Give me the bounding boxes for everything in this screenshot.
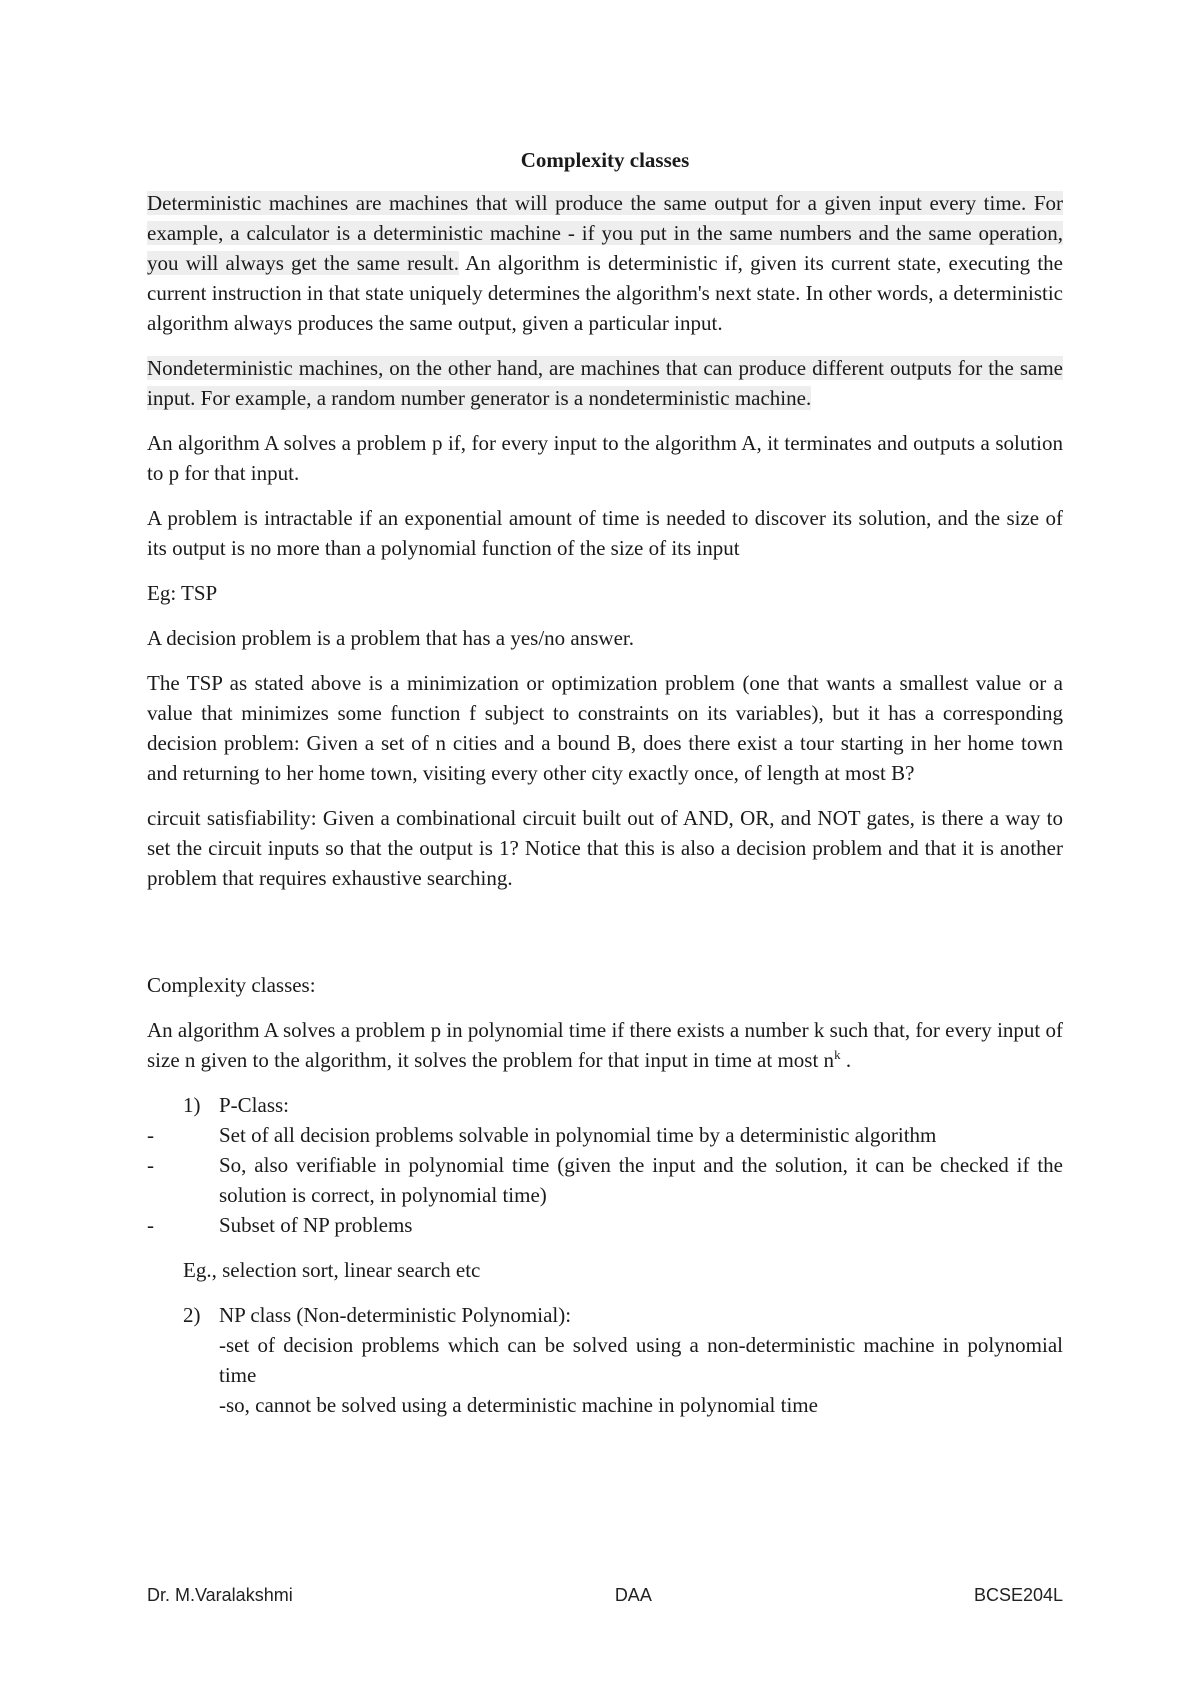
paragraph-deterministic <box>147 188 1063 338</box>
p-class-bullet: So, also verifiable in polynomial time (given the input and the solution, it can be checked if the solution is correct, in polynomial time) <box>219 1153 1063 1207</box>
list-item <box>147 1120 1063 1150</box>
np-class-line: -so, cannot be solved using a deterministic machine in polynomial time <box>219 1393 818 1417</box>
paragraph-eg-tsp: Eg: TSP <box>147 581 218 605</box>
section-gap <box>147 908 1063 970</box>
dash-bullet: - <box>147 1213 154 1237</box>
polynomial-text: An algorithm A solves a problem p in polynomial time if there exists a number k such that, for every input of size n given to the algorithm, it solves the problem for that input in time at most n <box>147 1018 1063 1072</box>
document-page <box>147 140 1063 1435</box>
p-class-bullet: Subset of NP problems <box>219 1213 413 1237</box>
np-class-list <box>147 1300 1063 1420</box>
dash-bullet: - <box>147 1153 154 1177</box>
footer-course: DAA <box>614 1585 652 1605</box>
paragraph-circuit: circuit satisfiability: Given a combinational circuit built out of AND, OR, and NOT gates, is there a way to set the circuit inputs so that the output is 1? Notice that this is also a decision problem and that it is another problem that requires exhaustive searching. <box>147 806 1063 890</box>
paragraph-decision: A decision problem is a problem that has a yes/no answer. <box>147 626 634 650</box>
paragraph-polynomial <box>147 1015 1063 1075</box>
page-footer <box>147 1585 1063 1606</box>
np-class-heading: NP class (Non-deterministic Polynomial): <box>219 1303 572 1327</box>
p-class-example: Eg., selection sort, linear search etc <box>183 1258 481 1282</box>
exponent-k: k <box>834 1047 841 1062</box>
np-class-line: -set of decision problems which can be solved using a non-deterministic machine in polynomial time <box>219 1333 1063 1387</box>
paragraph-intractable: A problem is intractable if an exponential amount of time is needed to discover its solution, and the size of its output is no more than a polynomial function of the size of its input <box>147 506 1063 560</box>
list-item <box>147 1150 1063 1210</box>
p-class-heading-item <box>147 1090 1063 1120</box>
complexity-heading: Complexity classes: <box>147 973 316 997</box>
highlight-deterministic: Deterministic machines are machines that will produce the same output for a given input every time. For example, a calculator is a deterministic machine - if you put in the same numbers and the same operation, you will always get the same result. <box>147 191 1063 275</box>
footer-code: BCSE204L <box>973 1585 1063 1605</box>
document-title: Complexity classes <box>520 148 690 172</box>
p-class-bullet: Set of all decision problems solvable in polynomial time by a deterministic algorithm <box>219 1123 937 1147</box>
paragraph-solves: An algorithm A solves a problem p if, for every input to the algorithm A, it terminates and outputs a solution to p for that input. <box>147 431 1063 485</box>
footer-author: Dr. M.Varalakshmi <box>147 1585 293 1605</box>
list-number: 1) <box>183 1093 201 1117</box>
polynomial-end: . <box>840 1048 852 1072</box>
paragraph-nondeterministic <box>147 353 1063 413</box>
deterministic-algorithm-text: An algorithm is deterministic if, given its current state, executing the current instruction in that state uniquely determines the algorithm's next state. In other words, a deterministic algorithm always produces the same output, given a particular input. <box>147 251 1064 335</box>
highlight-nondeterministic: Nondeterministic machines, on the other hand, are machines that can produce different outputs for the same input. For example, a random number generator is a nondeterministic machine. <box>147 356 1063 410</box>
list-number: 2) <box>183 1303 201 1327</box>
list-item <box>147 1210 1063 1240</box>
p-class-heading: P-Class: <box>219 1093 290 1117</box>
p-class-list <box>147 1090 1063 1240</box>
dash-bullet: - <box>147 1123 154 1147</box>
paragraph-tsp: The TSP as stated above is a minimization or optimization problem (one that wants a smallest value or a value that minimizes some function f subject to constraints on its variables), but it has a corresponding decision problem: Given a set of n cities and a bound B, does there exist a tour starting in her home town and returning to her home town, visiting every other city exactly once, of length at most B? <box>147 671 1063 785</box>
np-class-heading-item <box>147 1300 1063 1330</box>
